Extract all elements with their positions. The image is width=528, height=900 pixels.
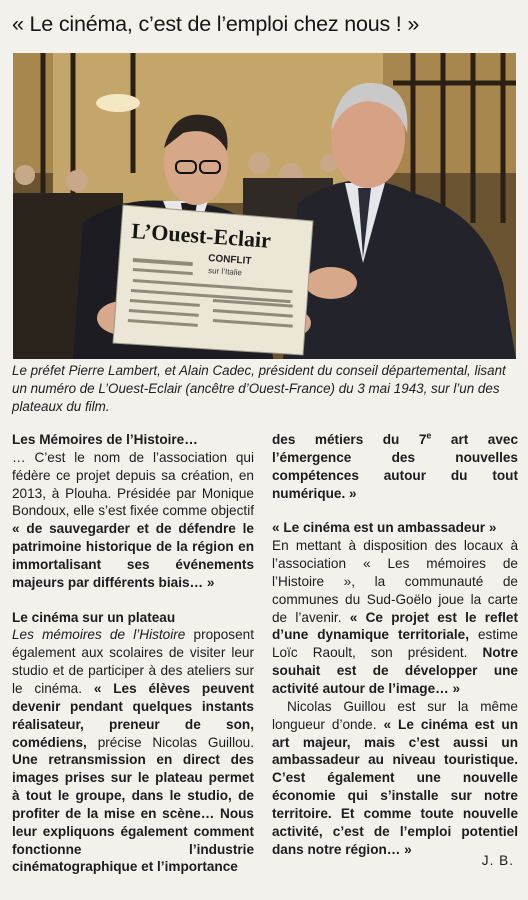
article-photo (13, 53, 516, 359)
paragraph-quote: Notre souhait est de développer une activité autour de l’image… » (272, 645, 518, 696)
section-title: Les Mémoires de l’Histoire… (12, 432, 198, 447)
paragraph-quote: « de sauvegarder et de défendre le patrimoine historique de la région en immortalisant ses événements majeurs par différents biais… » (12, 521, 254, 590)
paragraph-text: … C’est le nom de l’association qui fédère ce projet depuis sa création, en 2013, à Plouha. Présidée par Monique Bondoux, elle s’est fixée comme objectif (12, 449, 254, 519)
paragraph-text: En mettant à disposition des locaux à l’association « Les mémoires de l’Histoire », la communauté de communes du Sud-Goëlo joue la carte de l’avenir. (272, 538, 518, 625)
article-headline: « Le cinéma, c’est de l’emploi chez nous ! » (12, 12, 420, 36)
section-title: Le cinéma sur un plateau (12, 609, 176, 625)
section-title: « Le cinéma est un ambassadeur » (272, 520, 497, 536)
section-paragraph (12, 449, 254, 592)
right-column (272, 431, 518, 858)
newspaper-subline: sur l’Italie (207, 266, 243, 278)
paragraph-quote: « Les élèves peuvent devenir pendant quelques instants réalisateur, preneur de son, comédiens, (12, 680, 255, 750)
association-name: Les mémoires de l’Histoire (12, 627, 186, 643)
paragraph-attribution: estime Loïc Raoult, son président. (272, 627, 518, 661)
section-paragraph (272, 698, 518, 859)
left-column (12, 431, 254, 876)
newspaper-headline: CONFLIT (207, 253, 252, 268)
newspaper-title: L’Ouest-Eclair (130, 218, 272, 253)
author-signature: J. B. (481, 853, 514, 868)
paragraph-quote: « Ce projet est le reflet d’une dynamique territoriale, (272, 609, 519, 643)
section-paragraph (272, 537, 518, 698)
paragraph-text: proposent également aux scolaires de visiter leur studio et de participer à des ateliers sur le cinéma. (12, 627, 254, 696)
section-paragraph (272, 431, 518, 502)
section-paragraph (12, 626, 254, 876)
photo-caption: Le préfet Pierre Lambert, et Alain Cadec, président du conseil départemental, lisant un numéro de L’Ouest-Eclair (ancêtre d’Ouest-France) du 3 mai 1943, sur l’un des plateaux du film. (12, 363, 506, 414)
photo-illustration (13, 53, 516, 359)
paragraph-quote: Une retransmission en direct des images prises sur le plateau permet à tout le groupe, dans le studio, de profiter de la mise en scène… Nous leur expliquons également comment fonctionne l’industrie cinématographique et l’importance (12, 752, 254, 875)
paragraph-quote: des métiers du 7e art avec l’émergence des nouvelles compétences autour du tout numérique. » (272, 430, 518, 501)
paragraph-attribution: précise Nicolas Guillou. (86, 734, 254, 750)
paragraph-text: Nicolas Guillou est sur la même longueur d’onde. (272, 698, 518, 732)
paragraph-quote: « Le cinéma est un art majeur, mais c’est aussi un ambassadeur au niveau touristique. C’est également une nouvelle économie qui s’installe sur notre territoire. Et comme toute nouvelle activité, c’est de l’emploi potentiel dans notre région… » (272, 716, 518, 857)
